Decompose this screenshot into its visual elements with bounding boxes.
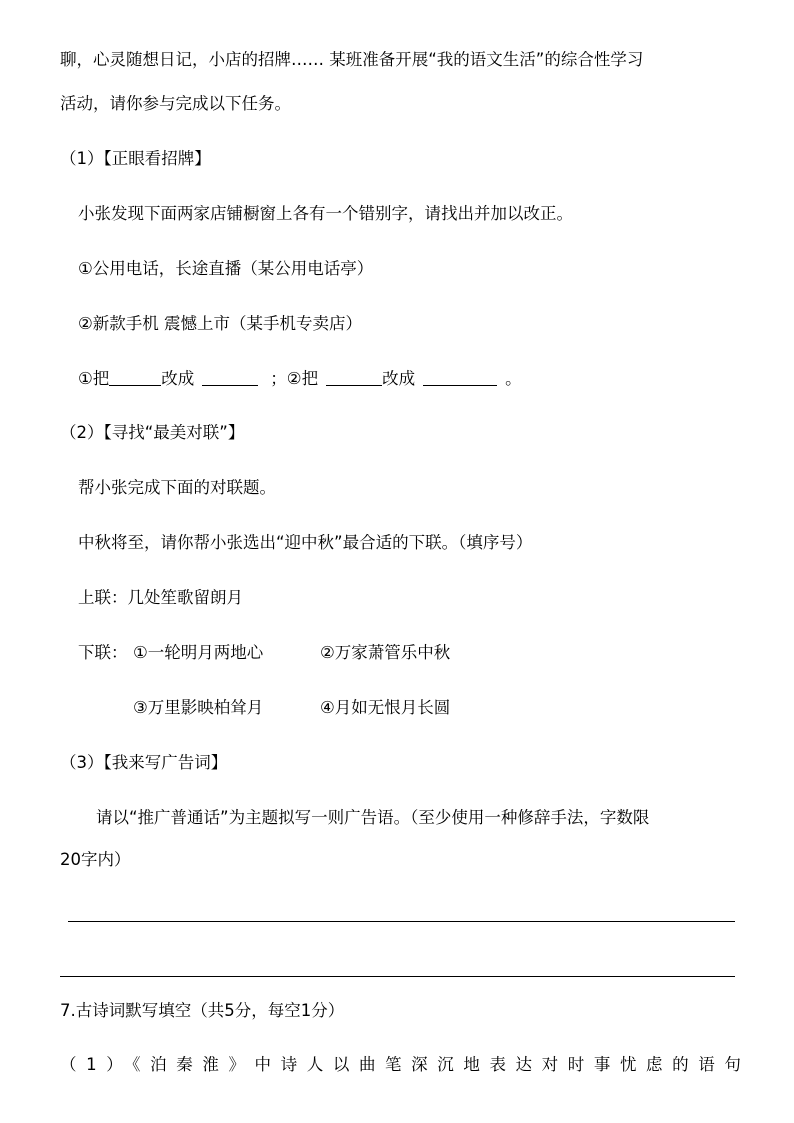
- answer-text-4: 改成: [382, 369, 416, 388]
- task1-sign-2: ②新款手机 震憾上市（某手机专卖店）: [78, 314, 363, 333]
- task3-prompt-line-2: 20字内）: [60, 850, 131, 869]
- q7-title: 7.古诗词默写填空（共5分，每空1分）: [60, 1001, 345, 1020]
- answer-writing-line-1[interactable]: [68, 921, 735, 922]
- task2-instruction: 帮小张完成下面的对联题。: [78, 478, 276, 497]
- task1-answer-line: [78, 367, 522, 391]
- task1-sign-1: ①公用电话，长途直播（某公用电话亭）: [78, 259, 374, 278]
- task1-instruction: 小张发现下面两家店铺橱窗上各有一个错别字，请找出并加以改正。: [78, 204, 573, 223]
- answer-text-3: ；②把: [270, 369, 319, 388]
- task2-question: 中秋将至，请你帮小张选出“迎中秋”最合适的下联。（填序号）: [78, 533, 533, 552]
- task3-prompt-line-1: 请以“推广普通话”为主题拟写一则广告语。（至少使用一种修辞手法，字数限: [96, 808, 650, 827]
- couplet-option-1: ①一轮明月两地心: [133, 643, 264, 662]
- couplet-option-4: ④月如无恨月长圆: [320, 698, 451, 717]
- task1-heading: （1）【正眼看招牌】: [60, 149, 211, 168]
- couplet-lower-label: 下联：: [78, 643, 128, 662]
- intro-line-2: 活动，请你参与完成以下任务。: [60, 94, 291, 113]
- intro-line-1: 聊，心灵随想日记，小店的招牌…… 某班准备开展“我的语文生活”的综合性学习: [60, 50, 644, 69]
- couplet-option-2: ②万家萧管乐中秋: [320, 643, 451, 662]
- answer-blank-2[interactable]: [202, 369, 258, 386]
- task3-heading: （3）【我来写广告词】: [60, 753, 228, 772]
- answer-blank-1[interactable]: [109, 369, 161, 386]
- answer-text-1: ①把: [78, 369, 110, 388]
- q7-item-1: （1）《泊秦淮》中诗人以曲笔深沉地表达对时事忧虑的语句: [60, 1055, 751, 1074]
- answer-blank-3[interactable]: [326, 369, 382, 386]
- couplet-upper: 上联：几处笙歌留朗月: [78, 588, 243, 607]
- answer-blank-4[interactable]: [423, 369, 497, 386]
- task2-heading: （2）【寻找“最美对联”】: [60, 423, 245, 442]
- couplet-option-3: ③万里影映柏耸月: [133, 698, 264, 717]
- answer-text-2: 改成: [161, 369, 195, 388]
- answer-writing-line-2[interactable]: [60, 976, 735, 977]
- answer-text-5: 。: [505, 369, 522, 388]
